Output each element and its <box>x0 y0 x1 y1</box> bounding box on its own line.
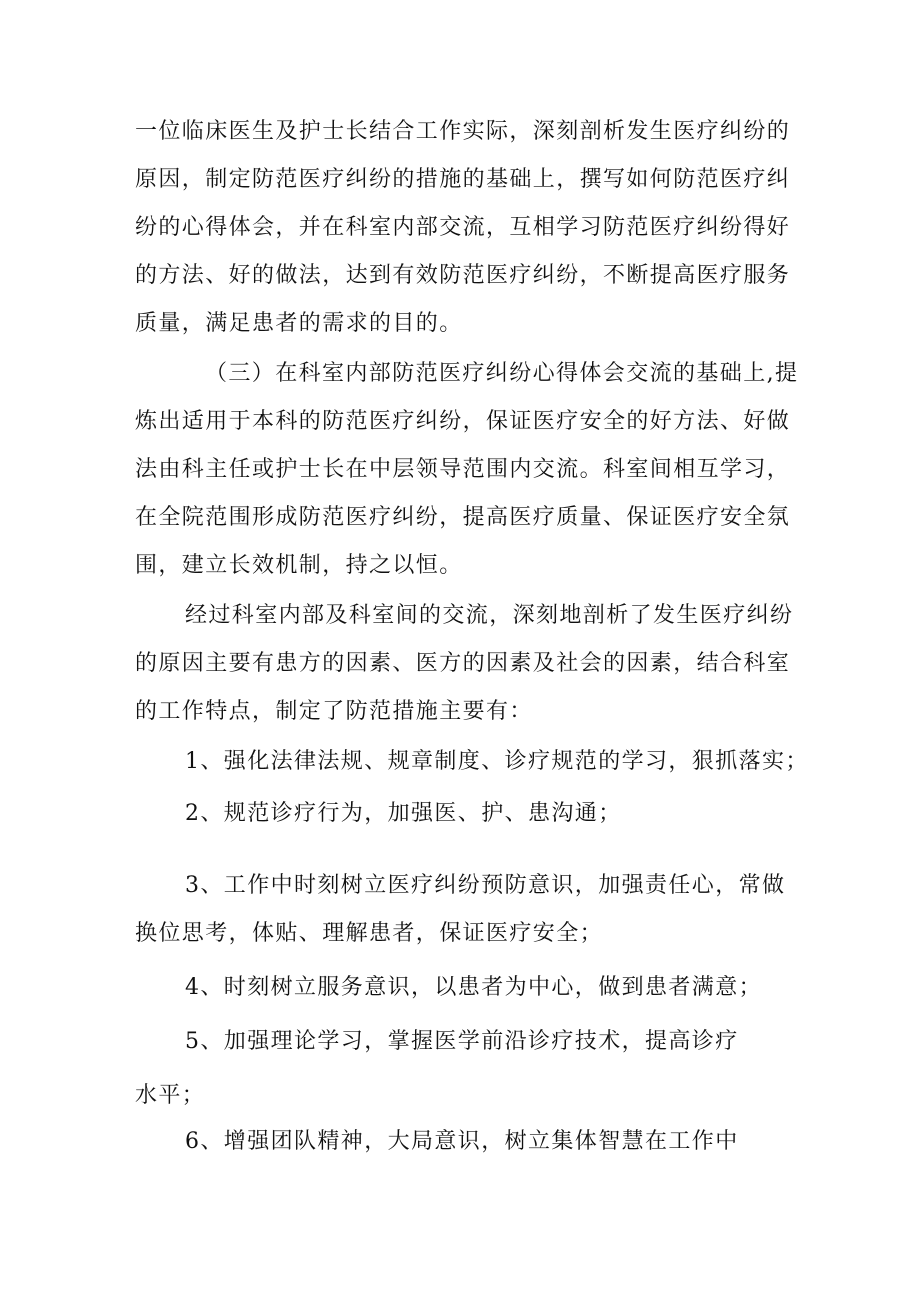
text-line: 的方法、好的做法，达到有效防范医疗纠纷，不断提高医疗服务 <box>135 263 791 288</box>
list-item: 5、加强理论学习，掌握医学前沿诊疗技术，提高诊疗 <box>185 1029 739 1054</box>
text-line: 原因，制定防范医疗纠纷的措施的基础上，撰写如何防范医疗纠 <box>135 167 791 192</box>
text-line: 法由科主任或护士长在中层领导范围内交流。科室间相互学习， <box>135 457 791 482</box>
list-item: 4、时刻树立服务意识，以患者为中心，做到患者满意； <box>185 975 762 1000</box>
text-line: 的原因主要有患方的因素、医方的因素及社会的因素，结合科室 <box>135 651 791 676</box>
text-line: 炼出适用于本科的防范医疗纠纷，保证医疗安全的好方法、好做 <box>135 409 791 434</box>
text-line: （三）在科室内部防范医疗纠纷心得体会交流的基础上,提 <box>205 361 799 386</box>
list-item-continuation: 水平； <box>135 1083 206 1108</box>
list-item: 6、增强团队精神，大局意识，树立集体智慧在工作中 <box>185 1129 739 1154</box>
text-line: 一位临床医生及护士长结合工作实际，深刻剖析发生医疗纠纷的 <box>135 119 791 144</box>
list-item: 1、强化法律法规、规章制度、诊疗规范的学习，狠抓落实； <box>185 749 809 774</box>
list-item-continuation: 换位思考，体贴、理解患者，保证医疗安全； <box>135 921 604 946</box>
text-line: 经过科室内部及科室间的交流，深刻地剖析了发生医疗纠纷 <box>185 603 794 628</box>
list-item: 2、规范诊疗行为，加强医、护、患沟通； <box>185 801 622 826</box>
text-line: 围，建立长效机制，持之以恒。 <box>135 553 463 578</box>
list-item: 3、工作中时刻树立医疗纠纷预防意识，加强责任心，常做 <box>185 873 786 898</box>
text-line: 在全院范围形成防范医疗纠纷，提高医疗质量、保证医疗安全氛 <box>135 505 791 530</box>
text-line: 质量，满足患者的需求的目的。 <box>135 311 463 336</box>
text-line: 纷的心得体会，并在科室内部交流，互相学习防范医疗纠纷得好 <box>135 215 791 240</box>
text-line: 的工作特点，制定了防范措施主要有： <box>135 699 533 724</box>
